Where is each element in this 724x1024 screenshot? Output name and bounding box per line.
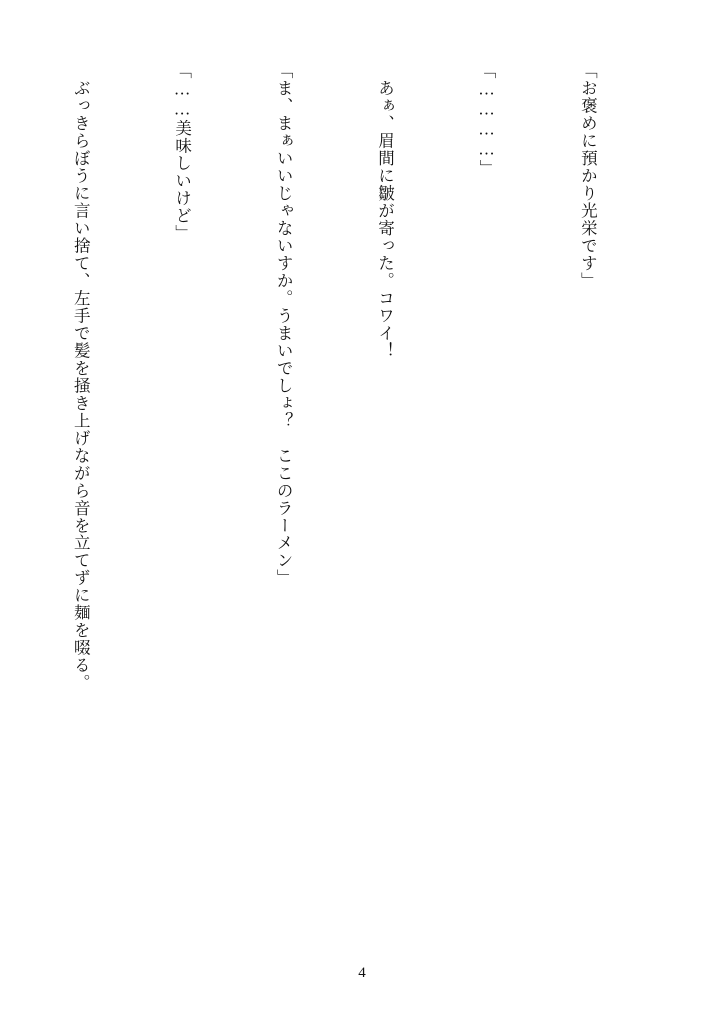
- text-line: ぶっきらぼうに言い捨て、左手で髪を掻き上げながら音を立てずに麺を啜る。: [71, 62, 91, 692]
- text-line: 「ま、まぁいいじゃないすか。うまいでしょ？ ここのラーメン」: [274, 62, 294, 587]
- text-line: 「……美味しいけど」: [172, 62, 192, 242]
- vertical-text-body: [58, 62, 672, 914]
- text-line: 「…………」: [476, 62, 496, 177]
- text-line: あぁ、眉間に皺が寄った。コワイ！: [375, 62, 395, 360]
- text-line: 「お褒めに預かり光栄です」: [578, 62, 598, 290]
- page-number: 4: [358, 965, 366, 981]
